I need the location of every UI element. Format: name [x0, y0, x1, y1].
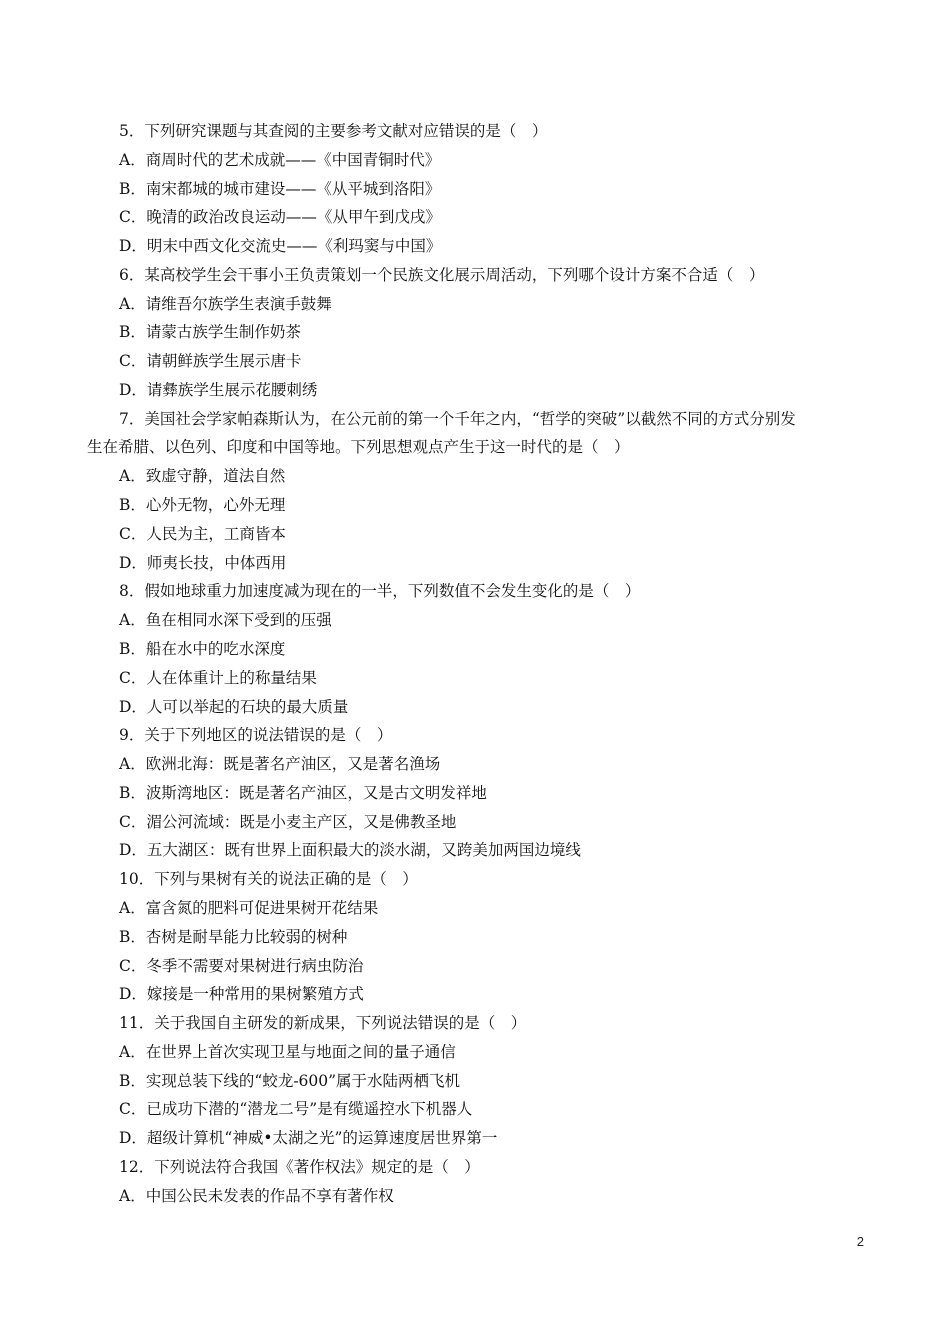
question-5-option-d: D．明末中西文化交流史——《利玛窦与中国》	[119, 237, 442, 255]
question-9-option-b: B．波斯湾地区：既是著名产油区，又是古文明发祥地	[119, 784, 487, 802]
question-6-option-b: B．请蒙古族学生制作奶茶	[119, 323, 301, 341]
question-9-stem: 9．关于下列地区的说法错误的是（ ）	[119, 726, 393, 744]
question-7-option-d: D．师夷长技，中体西用	[119, 554, 287, 572]
question-7-option-a: A．致虚守静，道法自然	[119, 467, 286, 485]
question-7-option-b: B．心外无物，心外无理	[119, 496, 286, 514]
question-12-option-a: A．中国公民未发表的作品不享有著作权	[119, 1187, 394, 1205]
question-9-option-a: A．欧洲北海：既是著名产油区，又是著名渔场	[119, 755, 441, 773]
question-5-option-b: B．南宋都城的城市建设——《从平城到洛阳》	[119, 180, 441, 198]
question-7-option-c: C．人民为主，工商皆本	[119, 525, 286, 543]
page-number: 2	[856, 1234, 864, 1249]
question-8-option-c: C．人在体重计上的称量结果	[119, 669, 317, 687]
question-6-option-d: D．请彝族学生展示花腰刺绣	[119, 381, 318, 399]
question-11-option-b: B．实现总装下线的“蛟龙-600”属于水陆两栖飞机	[119, 1072, 461, 1090]
question-11-stem: 11．关于我国自主研发的新成果，下列说法错误的是（ ）	[119, 1014, 527, 1032]
question-7-stem: 7．美国社会学家帕森斯认为，在公元前的第一个千年之内，“哲学的突破”以截然不同的方式分别发	[119, 410, 796, 428]
question-6-option-c: C．请朝鲜族学生展示唐卡	[119, 352, 302, 370]
question-8-option-a: A．鱼在相同水深下受到的压强	[119, 611, 332, 629]
question-9-option-d: D．五大湖区：既有世界上面积最大的淡水湖，又跨美加两国边境线	[119, 841, 581, 859]
question-5-option-a: A．商周时代的艺术成就——《中国青铜时代》	[119, 151, 441, 169]
question-6-option-a: A．请维吾尔族学生表演手鼓舞	[119, 295, 332, 313]
question-11-option-d: D．超级计算机“神威•太湖之光”的运算速度居世界第一	[119, 1129, 498, 1147]
question-11-option-c: C．已成功下潜的“潜龙二号”是有缆遥控水下机器人	[119, 1100, 473, 1118]
question-10-option-d: D．嫁接是一种常用的果树繁殖方式	[119, 985, 364, 1003]
question-10-stem: 10．下列与果树有关的说法正确的是（ ）	[119, 870, 418, 888]
question-6-stem: 6．某高校学生会干事小王负责策划一个民族文化展示周活动，下列哪个设计方案不合适（ ）	[119, 266, 765, 284]
question-8-stem: 8．假如地球重力加速度减为现在的一半，下列数值不会发生变化的是（ ）	[119, 582, 641, 600]
question-10-option-a: A．富含氮的肥料可促进果树开花结果	[119, 899, 379, 917]
question-5-stem: 5．下列研究课题与其查阅的主要参考文献对应错误的是（ ）	[119, 122, 548, 140]
question-8-option-b: B．船在水中的吃水深度	[119, 640, 286, 658]
question-12-stem: 12．下列说法符合我国《著作权法》规定的是（ ）	[119, 1158, 480, 1176]
question-10-option-b: B．杏树是耐旱能力比较弱的树种	[119, 928, 348, 946]
question-10-option-c: C．冬季不需要对果树进行病虫防治	[119, 957, 364, 975]
question-7-stem-continued: 生在希腊、以色列、印度和中国等地。下列思想观点产生于这一时代的是（ ）	[87, 438, 630, 456]
question-5-option-c: C．晚清的政治改良运动——《从甲午到戊戌》	[119, 208, 441, 226]
question-9-option-c: C．湄公河流域：既是小麦主产区，又是佛教圣地	[119, 813, 457, 831]
question-11-option-a: A．在世界上首次实现卫星与地面之间的量子通信	[119, 1043, 456, 1061]
question-8-option-d: D．人可以举起的石块的最大质量	[119, 698, 349, 716]
